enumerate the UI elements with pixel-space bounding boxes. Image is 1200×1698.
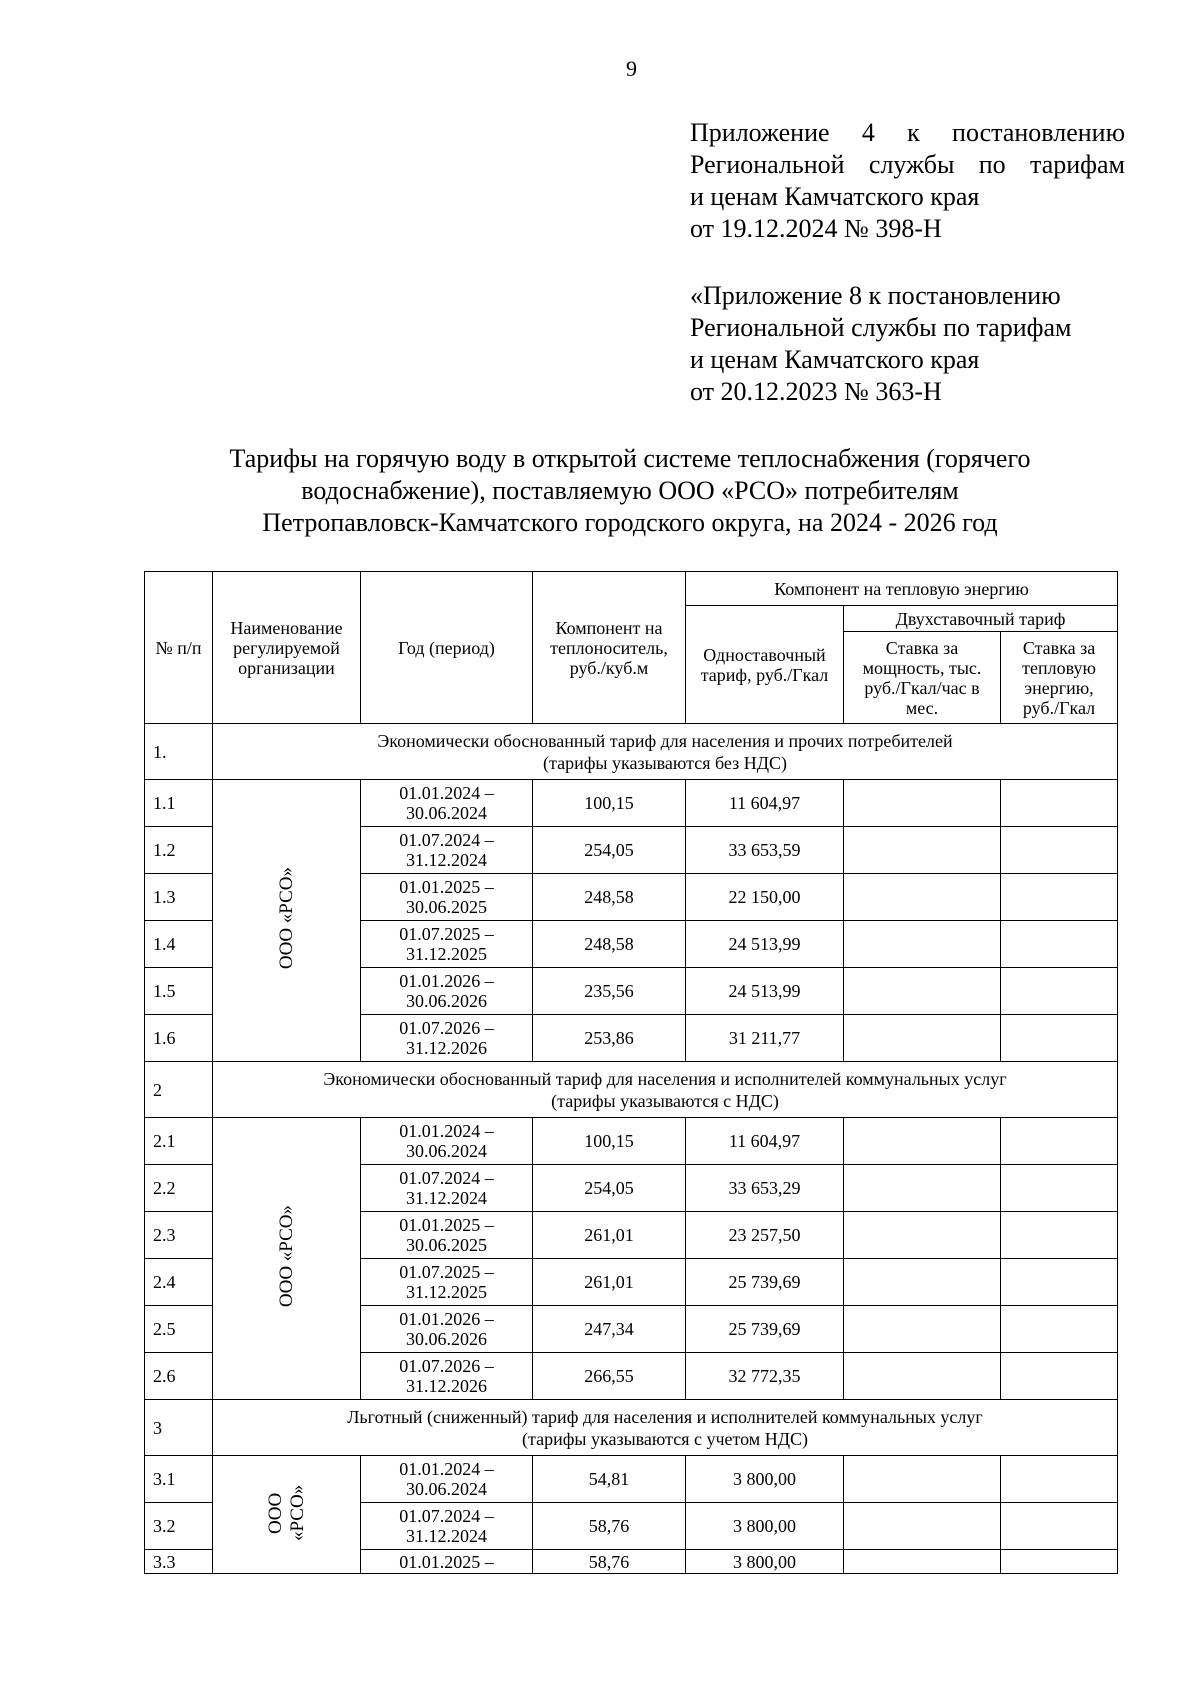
period bbox=[361, 1259, 533, 1306]
period bbox=[361, 780, 533, 827]
energy-rate-value bbox=[1001, 1503, 1118, 1550]
period-start: 01.01.2025 – bbox=[399, 1551, 494, 1572]
capacity-rate-value bbox=[844, 1259, 1001, 1306]
coolant-value: 253,86 bbox=[533, 1015, 686, 1062]
row-number: 3.2 bbox=[145, 1503, 213, 1550]
appendix-line: и ценам Камчатского края bbox=[690, 182, 980, 211]
row-number: 1.4 bbox=[145, 921, 213, 968]
single-rate-value: 25 739,69 bbox=[686, 1259, 844, 1306]
period-start: 01.07.2024 – bbox=[399, 1168, 494, 1188]
single-rate-value: 24 513,99 bbox=[686, 921, 844, 968]
single-rate-value: 3 800,00 bbox=[686, 1456, 844, 1503]
row-number: 1.1 bbox=[145, 780, 213, 827]
document-title bbox=[150, 443, 1110, 539]
capacity-rate-value bbox=[844, 1503, 1001, 1550]
section-title bbox=[213, 724, 1118, 780]
single-rate-value: 33 653,59 bbox=[686, 827, 844, 874]
energy-rate-value bbox=[1001, 1306, 1118, 1353]
capacity-rate-value bbox=[844, 827, 1001, 874]
capacity-rate-value bbox=[844, 780, 1001, 827]
period-end: 30.06.2025 bbox=[406, 897, 487, 917]
single-rate-value: 11 604,97 bbox=[686, 780, 844, 827]
single-rate-value: 25 739,69 bbox=[686, 1306, 844, 1353]
period-end: 30.06.2024 bbox=[406, 1479, 487, 1499]
coolant-value: 100,15 bbox=[533, 1118, 686, 1165]
appendix-line: Приложение 4 к постановлению bbox=[690, 118, 1125, 147]
title-line: водоснабжение), поставляемую ООО «РСО» потребителям bbox=[301, 476, 959, 505]
appendix-line: и ценам Камчатского края bbox=[690, 345, 980, 374]
header-heat-component: Компонент на тепловую энергию bbox=[686, 572, 1118, 606]
period bbox=[361, 1212, 533, 1259]
period bbox=[361, 1165, 533, 1212]
section-row bbox=[145, 1062, 1118, 1118]
period-end: 31.12.2026 bbox=[406, 1376, 487, 1396]
table-body bbox=[145, 724, 1118, 1574]
header-num: № п/п bbox=[145, 572, 213, 724]
period-end: 30.06.2025 bbox=[406, 1235, 487, 1255]
period bbox=[361, 827, 533, 874]
table-row bbox=[145, 1118, 1118, 1165]
period bbox=[361, 1015, 533, 1062]
title-line: Петропавловск-Камчатского городского округа, на 2024 - 2026 год bbox=[262, 508, 998, 537]
period bbox=[361, 1550, 533, 1574]
period-end: 30.06.2026 bbox=[406, 991, 487, 1011]
organization-label: ООО «РСО» bbox=[275, 867, 297, 970]
coolant-value: 261,01 bbox=[533, 1212, 686, 1259]
energy-rate-value bbox=[1001, 1456, 1118, 1503]
coolant-value: 248,58 bbox=[533, 921, 686, 968]
row-number: 2.5 bbox=[145, 1306, 213, 1353]
energy-rate-value bbox=[1001, 874, 1118, 921]
period-start: 01.07.2024 – bbox=[399, 830, 494, 850]
appendix-line: Региональной службы по тарифам bbox=[690, 150, 1125, 179]
energy-rate-value bbox=[1001, 1165, 1118, 1212]
coolant-value: 54,81 bbox=[533, 1456, 686, 1503]
coolant-value: 247,34 bbox=[533, 1306, 686, 1353]
capacity-rate-value bbox=[844, 1118, 1001, 1165]
single-rate-value: 31 211,77 bbox=[686, 1015, 844, 1062]
organization-label: ООО «РСО» bbox=[264, 1484, 308, 1541]
period-start: 01.01.2026 – bbox=[399, 1309, 494, 1329]
period bbox=[361, 1118, 533, 1165]
capacity-rate-value bbox=[844, 921, 1001, 968]
row-number: 3.3 bbox=[145, 1550, 213, 1574]
single-rate-value: 11 604,97 bbox=[686, 1118, 844, 1165]
row-number: 2.4 bbox=[145, 1259, 213, 1306]
single-rate-value: 24 513,99 bbox=[686, 968, 844, 1015]
period-end: 31.12.2024 bbox=[406, 1526, 487, 1546]
period-end: 30.06.2024 bbox=[406, 803, 487, 823]
energy-rate-value bbox=[1001, 921, 1118, 968]
header-capacity-rate: Ставка за мощность, тыс. руб./Гкал/час в мес. bbox=[844, 632, 1001, 724]
coolant-value: 248,58 bbox=[533, 874, 686, 921]
tariff-table bbox=[144, 571, 1118, 1574]
energy-rate-value bbox=[1001, 1353, 1118, 1400]
row-number: 2.2 bbox=[145, 1165, 213, 1212]
period-start: 01.07.2025 – bbox=[399, 1262, 494, 1282]
section-number: 3 bbox=[145, 1400, 213, 1456]
capacity-rate-value bbox=[844, 874, 1001, 921]
section-title-line: Льготный (сниженный) тариф для населения и исполнителей коммунальных услуг bbox=[347, 1406, 983, 1427]
page-number: 9 bbox=[626, 56, 637, 81]
appendix-line: от 19.12.2024 № 398-Н bbox=[690, 214, 942, 243]
title-line: Тарифы на горячую воду в открытой системе теплоснабжения (горячего bbox=[229, 444, 1031, 473]
energy-rate-value bbox=[1001, 780, 1118, 827]
period bbox=[361, 1503, 533, 1550]
period-end: 31.12.2025 bbox=[406, 944, 487, 964]
section-row bbox=[145, 1400, 1118, 1456]
coolant-value: 58,76 bbox=[533, 1503, 686, 1550]
energy-rate-value bbox=[1001, 1259, 1118, 1306]
period bbox=[361, 874, 533, 921]
organization-name bbox=[213, 1456, 361, 1574]
coolant-value: 266,55 bbox=[533, 1353, 686, 1400]
energy-rate-value bbox=[1001, 827, 1118, 874]
period-end: 31.12.2024 bbox=[406, 850, 487, 870]
period-start: 01.01.2024 – bbox=[399, 783, 494, 803]
capacity-rate-value bbox=[844, 1353, 1001, 1400]
table-header bbox=[145, 572, 1118, 724]
period-start: 01.01.2025 – bbox=[399, 1215, 494, 1235]
header-coolant: Компонент на теплоноситель, руб./куб.м bbox=[533, 572, 686, 724]
coolant-value: 261,01 bbox=[533, 1259, 686, 1306]
header-energy-rate: Ставка за тепловую энергию, руб./Гкал bbox=[1001, 632, 1118, 724]
period-start: 01.01.2026 – bbox=[399, 971, 494, 991]
capacity-rate-value bbox=[844, 1456, 1001, 1503]
single-rate-value: 3 800,00 bbox=[686, 1550, 844, 1574]
period-end: 30.06.2024 bbox=[406, 1141, 487, 1161]
coolant-value: 100,15 bbox=[533, 780, 686, 827]
capacity-rate-value bbox=[844, 1306, 1001, 1353]
capacity-rate-value bbox=[844, 1550, 1001, 1574]
capacity-rate-value bbox=[844, 1165, 1001, 1212]
capacity-rate-value bbox=[844, 1212, 1001, 1259]
single-rate-value: 32 772,35 bbox=[686, 1353, 844, 1400]
period-end: 31.12.2025 bbox=[406, 1282, 487, 1302]
period bbox=[361, 1306, 533, 1353]
section-row bbox=[145, 724, 1118, 780]
appendix-current-reference bbox=[690, 117, 1125, 245]
row-number: 2.6 bbox=[145, 1353, 213, 1400]
table-row bbox=[145, 1456, 1118, 1503]
table-row bbox=[145, 780, 1118, 827]
period-start: 01.01.2024 – bbox=[399, 1121, 494, 1141]
period-end: 30.06.2026 bbox=[406, 1329, 487, 1349]
organization-label: ООО «РСО» bbox=[275, 1205, 297, 1308]
row-number: 1.5 bbox=[145, 968, 213, 1015]
period bbox=[361, 1456, 533, 1503]
row-number: 2.3 bbox=[145, 1212, 213, 1259]
single-rate-value: 33 653,29 bbox=[686, 1165, 844, 1212]
section-number: 1. bbox=[145, 724, 213, 780]
energy-rate-value bbox=[1001, 1118, 1118, 1165]
row-number: 3.1 bbox=[145, 1456, 213, 1503]
period-start: 01.07.2024 – bbox=[399, 1506, 494, 1526]
coolant-value: 254,05 bbox=[533, 1165, 686, 1212]
section-title-line: Экономически обоснованный тариф для населения и прочих потребителей bbox=[377, 730, 953, 751]
single-rate-value: 3 800,00 bbox=[686, 1503, 844, 1550]
row-number: 2.1 bbox=[145, 1118, 213, 1165]
single-rate-value: 23 257,50 bbox=[686, 1212, 844, 1259]
section-title bbox=[213, 1400, 1118, 1456]
period-start: 01.01.2025 – bbox=[399, 877, 494, 897]
appendix-line: «Приложение 8 к постановлению bbox=[690, 281, 1061, 310]
capacity-rate-value bbox=[844, 968, 1001, 1015]
energy-rate-value bbox=[1001, 1015, 1118, 1062]
appendix-line: Региональной службы по тарифам bbox=[690, 313, 1072, 342]
row-number: 1.2 bbox=[145, 827, 213, 874]
header-org: Наименование регулируемой организации bbox=[213, 572, 361, 724]
capacity-rate-value bbox=[844, 1015, 1001, 1062]
period-end: 31.12.2024 bbox=[406, 1188, 487, 1208]
section-title-line: (тарифы указываются без НДС) bbox=[543, 752, 787, 773]
energy-rate-value bbox=[1001, 1550, 1118, 1574]
row-number: 1.3 bbox=[145, 874, 213, 921]
appendix-line: от 20.12.2023 № 363-Н bbox=[690, 377, 942, 406]
header-single-rate: Одноставочный тариф, руб./Гкал bbox=[686, 606, 844, 724]
section-title-line: Экономически обоснованный тариф для населения и исполнителей коммунальных услуг bbox=[323, 1068, 1007, 1089]
section-title-line: (тарифы указываются с учетом НДС) bbox=[522, 1428, 808, 1449]
period-start: 01.01.2024 – bbox=[399, 1459, 494, 1479]
appendix-original-reference bbox=[690, 280, 1125, 408]
period bbox=[361, 1353, 533, 1400]
header-two-rate: Двухставочный тариф bbox=[844, 606, 1118, 632]
organization-name bbox=[213, 1118, 361, 1400]
period-start: 01.07.2026 – bbox=[399, 1356, 494, 1376]
period-end: 31.12.2026 bbox=[406, 1038, 487, 1058]
header-period: Год (период) bbox=[361, 572, 533, 724]
row-number: 1.6 bbox=[145, 1015, 213, 1062]
section-number: 2 bbox=[145, 1062, 213, 1118]
period bbox=[361, 921, 533, 968]
period-start: 01.07.2026 – bbox=[399, 1018, 494, 1038]
coolant-value: 58,76 bbox=[533, 1550, 686, 1574]
coolant-value: 235,56 bbox=[533, 968, 686, 1015]
single-rate-value: 22 150,00 bbox=[686, 874, 844, 921]
section-title-line: (тарифы указываются с НДС) bbox=[551, 1090, 779, 1111]
coolant-value: 254,05 bbox=[533, 827, 686, 874]
period bbox=[361, 968, 533, 1015]
period-start: 01.07.2025 – bbox=[399, 924, 494, 944]
organization-name bbox=[213, 780, 361, 1062]
section-title bbox=[213, 1062, 1118, 1118]
energy-rate-value bbox=[1001, 968, 1118, 1015]
energy-rate-value bbox=[1001, 1212, 1118, 1259]
